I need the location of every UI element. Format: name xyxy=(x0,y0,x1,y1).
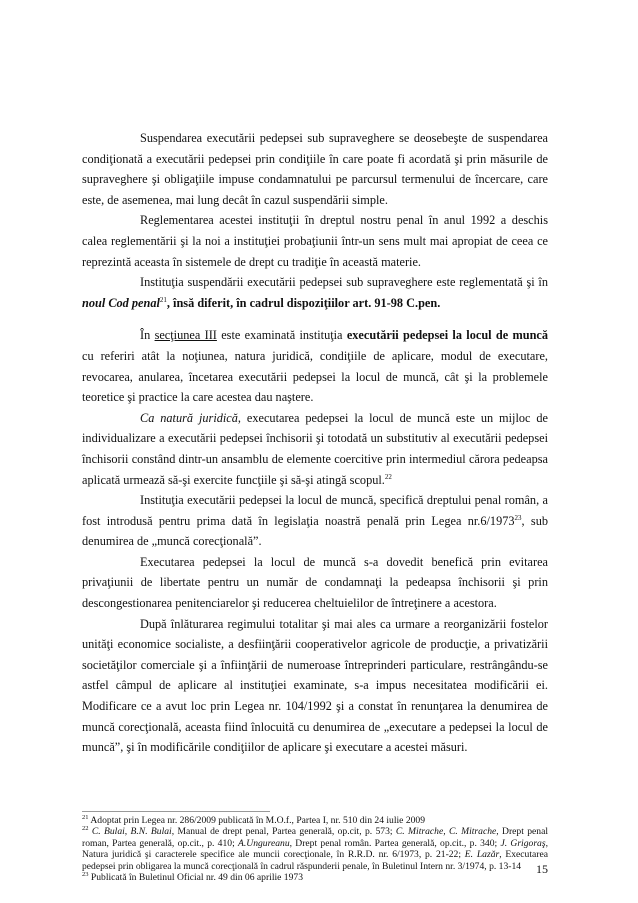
document-body xyxy=(82,128,548,758)
paragraph-4-intro: În xyxy=(140,328,155,343)
paragraph-3-text: Instituţia suspendării executării pedepsei sub supraveghere este reglementată şi în xyxy=(140,275,548,290)
author-name: C. Mitrache, C. Mitrache xyxy=(395,826,497,838)
footnote-text: Adoptat prin Legea nr. 286/2009 publicată în M.O.f., Partea I, nr. 510 din 24 iulie 2009 xyxy=(88,815,426,826)
paragraph-6-rest: , sub denumirea de „muncă corecţională”. xyxy=(82,513,549,549)
paragraph-2: Reglementarea acestei instituţii în dreptul nostru penal în anul 1992 a deschis calea reglementării şi la noi a instituţiei probaţiunii într-un sens mult mai apropiat de ceea ce reprezintă aceasta în sistemele de drept cu tradiţie în această materie. xyxy=(82,213,548,269)
paragraph-4 xyxy=(82,325,548,407)
paragraph-6-text: Instituţia executării pedepsei la locul de muncă, specifică dreptului penal român, a fost introdusă pentru prima dată în legislaţia noastră penală prin Legea nr.6/1973 xyxy=(82,493,548,528)
paragraph-1: Suspendarea executării pedepsei sub supraveghere se deosebeşte de suspendarea condiţionată a executării pedepsei prin condiţiile în care poate fi acordată şi prin măsurile de supraveghere şi obligaţiile impuse condamnatului pe parcursul termenului de încercare, care este, de asemenea, mai lung decât în cazul suspendării simple. xyxy=(82,131,548,207)
footnote-text: , Natura juridică şi caracterele specifice ale muncii corecţionale, în R.R.D. nr. 6/1973, p. 21-22; xyxy=(82,837,548,861)
paragraph-5 xyxy=(82,408,548,490)
author-name: C. Bulai, B.N. Bulai xyxy=(91,826,172,838)
paragraph-7: Executarea pedepsei la locul de muncă s-a dovedit benefică prin evitarea privaţiunii de libertate pentru un număr de condamnaţi la pedeapsa închisorii şi prin descongestionarea penitenciarelor şi reducerea cheltuielilor de întreţinere a acestora. xyxy=(82,554,548,611)
author-name: J. Grigoraş xyxy=(500,837,546,849)
footnote-text: , Manual de drept penal, Partea generală, op.cit, p. 573; xyxy=(171,826,396,838)
author-name: E. Lazăr xyxy=(464,849,500,861)
paragraph-4-mid: este examinată instituţia xyxy=(216,328,347,343)
footnote-22 xyxy=(82,826,548,872)
footnote-text: , Drept penal român. Partea generală, op.cit., p. 340; xyxy=(289,837,501,849)
paragraph-5-rest: , executarea pedepsei la locul de muncă este un mijloc de individualizare a executării pedepsei închisorii şi totodată un substitutiv al executării pedepsei închisorii constând dintr-un ansamblu de elemente coercitive prin intermediul cărora pedeapsa aplicată urmează să-şi exercite funcţiile şi să-şi atingă scopul. xyxy=(82,410,549,487)
footnote-number: 21 xyxy=(82,813,89,821)
footnote-text: , Executarea pedepsei prin obligarea la muncă corecţională în cadrul răspunderii penale, în Buletinul Intern nr. 3/1974, p. 13-14 xyxy=(82,849,548,872)
footnote-text: , Drept penal roman, Partea generală, op.cit., p. 410; xyxy=(82,826,548,849)
paragraph-4-rest: cu referiri atât la noţiunea, natura juridică, condiţiile de aplicare, modul de executare, revocarea, anularea, încetarea executării pedepsei la locul de muncă, cât şi la problemele teoretice şi practice la care acestea dau naştere. xyxy=(82,348,548,405)
institution-emphasis: executării pedepsei la locul de muncă xyxy=(346,328,549,343)
footnote-23 xyxy=(82,872,548,883)
paragraph-6 xyxy=(82,490,548,552)
section-reference: secţiunea III xyxy=(154,328,217,343)
paragraph-3-rest: , însă diferit, în cadrul dispoziţiilor art. 91-98 C.pen. xyxy=(166,295,441,310)
footnote-ref-21: 21 xyxy=(159,295,167,304)
page-number: 15 xyxy=(536,862,548,876)
footnote-divider xyxy=(82,811,270,812)
footnote-text: Publicată în Buletinul Oficial nr. 49 din 06 aprilie 1973 xyxy=(88,872,303,884)
footnote-number: 23 xyxy=(82,870,89,878)
footnote-ref-23: 23 xyxy=(514,513,522,522)
author-name: A.Ungureanu xyxy=(238,837,290,849)
footnote-ref-22: 22 xyxy=(384,472,392,481)
footnote-number: 22 xyxy=(82,825,89,833)
paragraph-8: După înlăturarea regimului totalitar şi mai ales ca urmare a reorganizării fostelor unităţi economice socialiste, a desfiinţării cooperativelor agricole de producţie, a privatizării societăţilor comerciale şi a înfiinţării de numeroase întreprinderi particulare, restrângându-se astfel câmpul de aplicare al instituţiei examinate, s-a impus necesitatea modificării ei. Modificare ce a avut loc prin Legea nr. 104/1992 şi a constat în renunţarea la denumirea de muncă corecţională, aceasta fiind înlocuită cu denumirea de „executare a pedepsei la locul de muncă”, şi în modificările condiţiilor de aplicare şi executare a acestei măsuri. xyxy=(82,616,548,755)
new-penal-code-emphasis: noul Cod penal xyxy=(82,295,160,310)
paragraph-3 xyxy=(82,272,548,313)
footnotes xyxy=(82,815,548,883)
footnote-21 xyxy=(82,815,548,826)
legal-nature-emphasis: Ca natură juridică xyxy=(140,410,238,425)
